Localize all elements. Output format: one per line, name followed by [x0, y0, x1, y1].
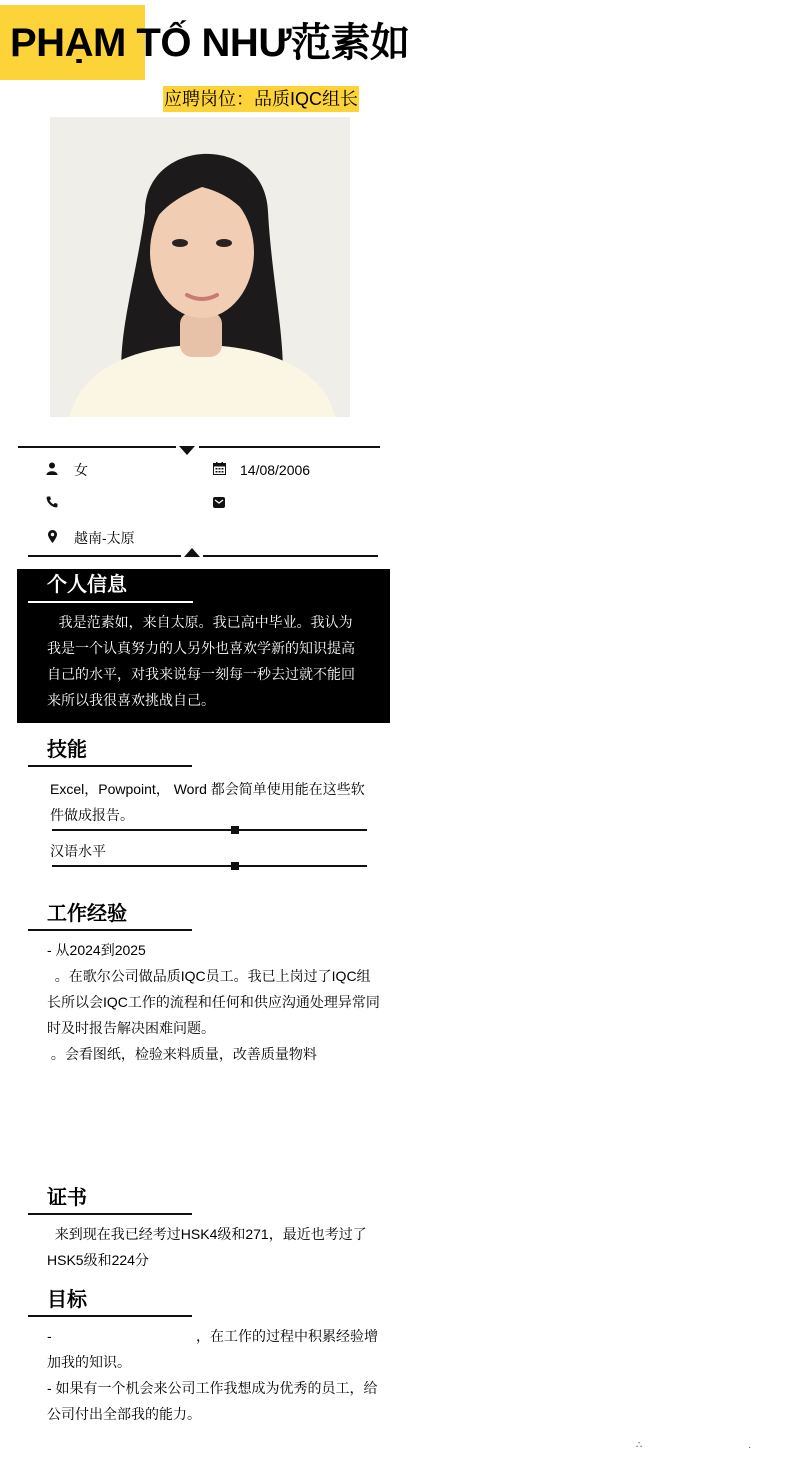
experience-text	[47, 937, 387, 1067]
experience-line: 。会看图纸，检验来料质量，改善质量物料	[47, 1046, 317, 1062]
candidate-name: PHẠM TỐ NHƯ范素如	[10, 21, 410, 65]
decorative-dots: ∴	[636, 1440, 643, 1451]
goals-title: 目标	[47, 1289, 87, 1311]
skill-bar-track	[52, 829, 367, 831]
skill-item	[50, 776, 385, 828]
contact-top-triangle	[179, 446, 195, 455]
calendar-icon	[212, 461, 226, 475]
experience-line: 。在歌尔公司做品质IQC员工。我已上岗过了IQC组	[47, 968, 371, 984]
skill-level-marker	[231, 862, 239, 870]
experience-title: 工作经验	[47, 903, 127, 925]
personal-info-line: 来所以我很喜欢挑战自己。	[47, 692, 215, 708]
skill-line: Excel，Powpoint， Word 都会简单使用能在这些软	[50, 781, 365, 797]
applied-position: 应聘岗位：品质IQC组长	[163, 86, 359, 112]
address-value: 越南-太原	[74, 530, 135, 546]
personal-info-line: 我是一个认真努力的人另外也喜欢学新的知识提高	[47, 640, 355, 656]
experience-line: 长所以会IQC工作的流程和任何和供应沟通处理异常同	[47, 994, 380, 1010]
skills-rule	[28, 765, 192, 767]
skill-bar-track	[52, 865, 367, 867]
contact-bottom-rule-left	[28, 555, 181, 557]
personal-info-line: 自己的水平，对我来说每一刻每一秒去过就不能回	[47, 666, 355, 682]
experience-line: - 从2024到2025	[47, 942, 146, 958]
skill-line: 件做成报告。	[50, 807, 134, 823]
contact-top-rule-right	[199, 446, 380, 448]
goals-text	[47, 1323, 387, 1427]
portrait-image	[50, 117, 350, 417]
experience-rule	[28, 929, 192, 931]
personal-info-line: 我是范素如，来自太原。我已高中毕业。我认为	[47, 614, 353, 630]
goals-line: - 如果有一个机会来公司工作我想成为优秀的员工，给	[47, 1380, 378, 1396]
personal-info-text	[47, 609, 382, 713]
experience-line: 时及时报告解决困难问题。	[47, 1020, 215, 1036]
goals-line: ，在工作的过程中积累经验增	[196, 1328, 378, 1344]
certificates-line: 来到现在我已经考过HSK4级和271，最近也考过了	[47, 1226, 367, 1242]
certificates-line: HSK5级和224分	[47, 1252, 149, 1268]
personal-info-title: 个人信息	[47, 574, 127, 596]
contact-top-rule-left	[18, 446, 176, 448]
profile-photo	[50, 117, 350, 417]
certificates-title: 证书	[47, 1187, 87, 1209]
contact-bottom-triangle	[184, 548, 200, 557]
user-icon	[45, 461, 59, 475]
envelope-icon	[212, 495, 226, 509]
goals-line: 公司付出全部我的能力。	[47, 1406, 201, 1422]
contact-bottom-rule-right	[203, 555, 378, 557]
skill-item	[50, 838, 385, 864]
birthday-value: 14/08/2006	[240, 462, 311, 478]
goals-line: 加我的知识。	[47, 1354, 131, 1370]
skill-level-marker	[231, 826, 239, 834]
goals-rule	[28, 1315, 192, 1317]
gender-value: 女	[74, 462, 88, 478]
map-marker-icon	[45, 529, 59, 543]
decorative-dot: ·	[748, 1442, 752, 1453]
certificates-rule	[28, 1213, 192, 1215]
goals-dash: -	[47, 1328, 52, 1344]
skills-title: 技能	[47, 739, 87, 761]
goals-first-line	[47, 1323, 387, 1349]
certificates-text	[47, 1221, 387, 1273]
phone-icon	[45, 495, 59, 509]
personal-info-rule	[28, 601, 193, 603]
skill-line: 汉语水平	[50, 843, 106, 859]
